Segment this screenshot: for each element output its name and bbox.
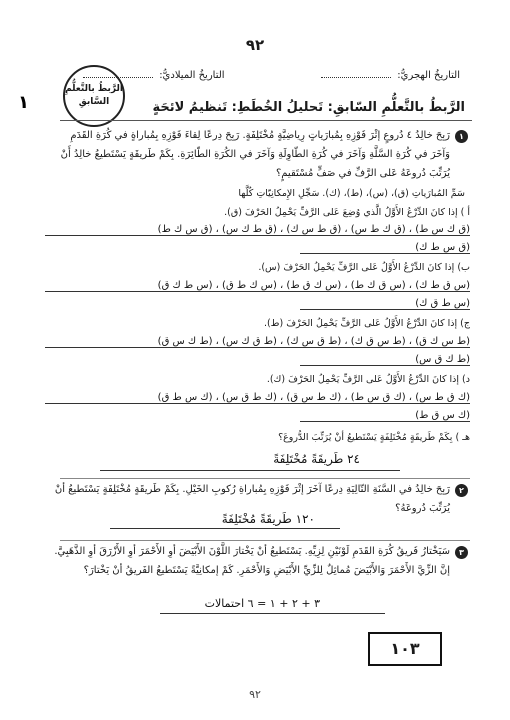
part-e-answer: ٢٤ طَريقَةً مُخْتَلِفَةً	[273, 452, 360, 466]
part-b-answer-line1: (س ق ط ك) ، (س ق ك ط) ، (س ك ق ط) ، (س ك ط ق) ، (س ط ك ق)	[45, 280, 470, 292]
part-e-answer-line	[100, 470, 400, 471]
part-a-answer-line2: (ق س ط ك)	[300, 242, 470, 254]
hijri-date-field	[318, 68, 460, 81]
hijri-date-line	[321, 68, 391, 78]
part-d-answer-line2: (ك س ق ط)	[300, 410, 470, 422]
part-c-label: ج) إذا كانَ الدِّرْعُ الأَوَّلُ عَلى الرَّفِّ يَحْمِلُ الحَرْفَ (ط).	[263, 318, 470, 329]
title-divider	[60, 120, 472, 121]
part-c-answer-line2: (ط ك ق س)	[300, 354, 470, 366]
part-b-answer-line2: (س ط ق ك)	[300, 298, 470, 310]
page-number-top: ٩٢	[245, 36, 265, 54]
question-2-answer: ١٢٠ طَريقَةً مُخْتَلِفَةً	[221, 512, 315, 526]
answer-box: ١٠٣	[368, 632, 442, 666]
section-divider-2	[60, 540, 470, 541]
page-title: الرَّبطُ بالتَّعلُّمِ السّابقِ: تَحليلُ الخُطَطِ: تَنظيمُ لائحَةٍ	[152, 100, 465, 115]
hijri-date-label: التاريخُ الهجريُّ:	[397, 70, 460, 81]
date-row	[80, 68, 460, 81]
part-b-label: ب) إذا كانَ الدِّرْعُ الأَوَّلُ عَلى الرَّفِّ يَحْمِلُ الحَرْفَ (س).	[258, 262, 470, 273]
question-2-answer-line	[110, 528, 340, 529]
question-3-number: ٣	[455, 546, 468, 559]
question-1-text: رَبِحَ خالِدُ ٤ دُروعٍ إثْرَ فَوْزِهِ بِمُبارَياتٍ رِياضِيَّةٍ مُخْتَلِفَةٍ. رَبِحَ دِرعًا لِقاءَ فَوْزِهِ بِمُباراةٍ في كُرَةِ القَدَمِ وَآخَرَ في كُرَةِ السَّلَّةِ وَآخَرَ في كُرَةِ الطّاوِلَةِ وَآخَرَ في الكُرَةِ الطّائِرَةِ. بِكَمْ طَريقَةٍ يَسْتَطيعُ خالِدُ أَنْ يُرَتِّبَ دُروعَهُ عَلى الرَّفِّ في صَفٍّ مُسْتَقيمٍ؟	[60, 130, 450, 179]
page-number-bottom: ٩٢	[249, 688, 261, 701]
handwritten-section-mark: ١	[18, 92, 29, 113]
part-a-label: أ ) إذا كانَ الدِّرْعُ الأَوَّلُ الَّذي وُضِعَ عَلى الرَّفِّ يَحْمِلُ الحَرْفَ (ق).	[224, 207, 470, 218]
question-1-number: ١	[455, 130, 468, 143]
section-badge: الرَّبطُ بالتَّعلُّمِ السَّابقِ	[63, 65, 125, 127]
part-a-answer-line1: (ق ك س ط) ، (ق ك ط س) ، (ق ط س ك) ، (ق ط ك س) ، (ق س ك ط)	[45, 224, 470, 236]
question-3-answer: ٣ + ٢ + ١ = ٦ احتمالات	[204, 597, 320, 610]
question-2-text: رَبِحَ خالِدُ في السَّنَةِ التّالِيَةِ دِرعًا آخَرَ إثْرَ فَوْزِهِ بِمُباراةِ رُكوبِ الخَيْلِ. بِكَمْ طَريقَةٍ مُخْتَلِفَةٍ يَسْتَطيعُ أنْ يُرَتِّبَ دُروعَهُ؟	[54, 484, 450, 514]
part-d-answer-line1: (ك ق ط س) ، (ك ق س ط) ، (ك ط س ق) ، (ك ط ق س) ، (ك س ط ق)	[45, 392, 470, 404]
gregorian-date-label: التاريخُ الميلاديُّ:	[159, 70, 225, 81]
part-c-answer-line1: (ط س ك ق) ، (ط س ق ك) ، (ط ق س ك) ، (ط ق ك س) ، (ط ك س ق)	[45, 336, 470, 348]
question-2-number: ٢	[455, 484, 468, 497]
question-3-text: سَيَخْتارُ فَريقُ كُرَةِ القَدَمِ لَوْنَيْنِ لِزِيِّهِ. يَسْتَطيعُ أنْ يَخْتارَ اللَّوْنَ الأَبْيَضَ أوِ الأَحْمَرَ أوِ الأَزْرَقَ أوِ الذَّهَبِيَّ. إنَّ الزِّيَّ الأَحْمَرَ وَالأَبْيَضَ مُماثِلٌ لِلزِّيِّ الأَبْيَضِ وَالأَحْمَرِ. كَمْ إمكانِيَّةً يَسْتَطيعُ الفَريقُ أنْ يَخْتارَ؟	[54, 546, 450, 576]
question-3-answer-line	[160, 613, 385, 614]
section-divider-1	[60, 478, 470, 479]
question-1-intro: سَمِّ المُبارَياتِ (ق)، (س)، (ط)، (ك). سَجِّلِ الإِمكانِيّاتِ كُلَّها	[238, 188, 465, 199]
part-e-label: هـ ) بِكَمْ طَريقَةٍ مُخْتَلِفَةٍ يَسْتَطيعُ أنْ يُرَتِّبَ الدُّروعَ؟	[278, 432, 470, 443]
part-d-label: د) إذا كانَ الدِّرْعُ الأَوَّلُ عَلى الرَّفِّ يَحْمِلُ الحَرْفَ (ك).	[266, 374, 470, 385]
